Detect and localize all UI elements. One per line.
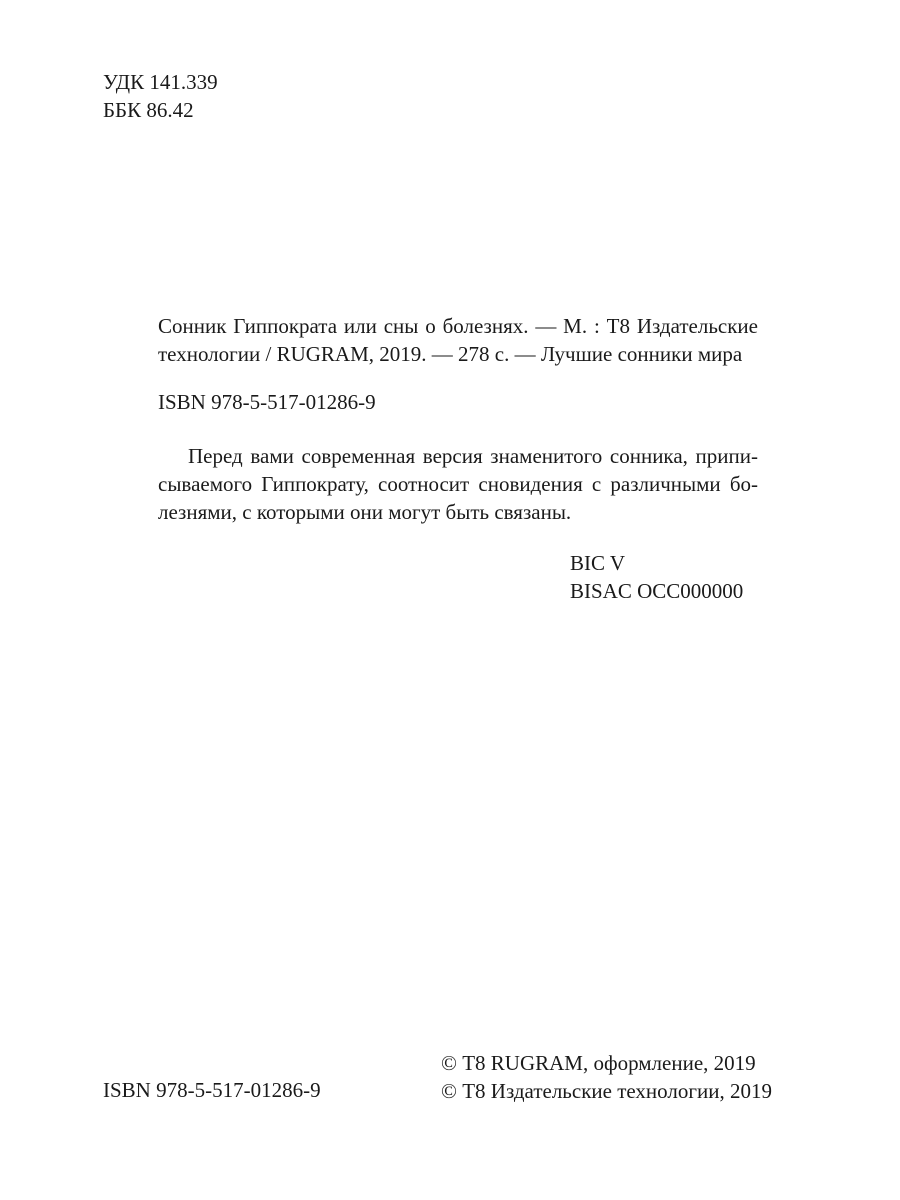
- subject-codes: [570, 549, 743, 605]
- bibliography-line-1: Сонник Гиппократа или сны о болезнях. — М. : Т8 Издательские: [158, 314, 758, 338]
- copyright-notice: [441, 1049, 772, 1105]
- annotation-line-1: Перед вами современная версия знаменитого сонника, припи-: [188, 444, 758, 468]
- copyright-design: © Т8 RUGRAM, оформление, 2019: [441, 1051, 756, 1075]
- isbn-footer-text: ISBN 978-5-517-01286-9: [103, 1078, 321, 1102]
- bic-code: BIC V: [570, 551, 626, 575]
- bisac-code: BISAC OCC000000: [570, 579, 744, 603]
- annotation-line-3: лезнями, с которыми они могут быть связаны.: [158, 500, 572, 524]
- isbn-text: ISBN 978-5-517-01286-9: [158, 390, 376, 414]
- annotation: [158, 442, 758, 526]
- isbn-footer: [103, 1076, 321, 1104]
- classification-codes: [103, 68, 218, 124]
- copyright-publisher: © Т8 Издательские технологии, 2019: [441, 1079, 772, 1103]
- annotation-line-2: сываемого Гиппократу, соотносит сновидения с различными бо-: [158, 472, 758, 496]
- isbn-main: [158, 388, 376, 416]
- bibliographic-record: [158, 312, 758, 368]
- udk-code: УДК 141.339: [103, 70, 218, 94]
- bbk-code: ББК 86.42: [103, 98, 194, 122]
- bibliography-line-2: технологии / RUGRAM, 2019. — 278 с. — Лучшие сонники мира: [158, 342, 743, 366]
